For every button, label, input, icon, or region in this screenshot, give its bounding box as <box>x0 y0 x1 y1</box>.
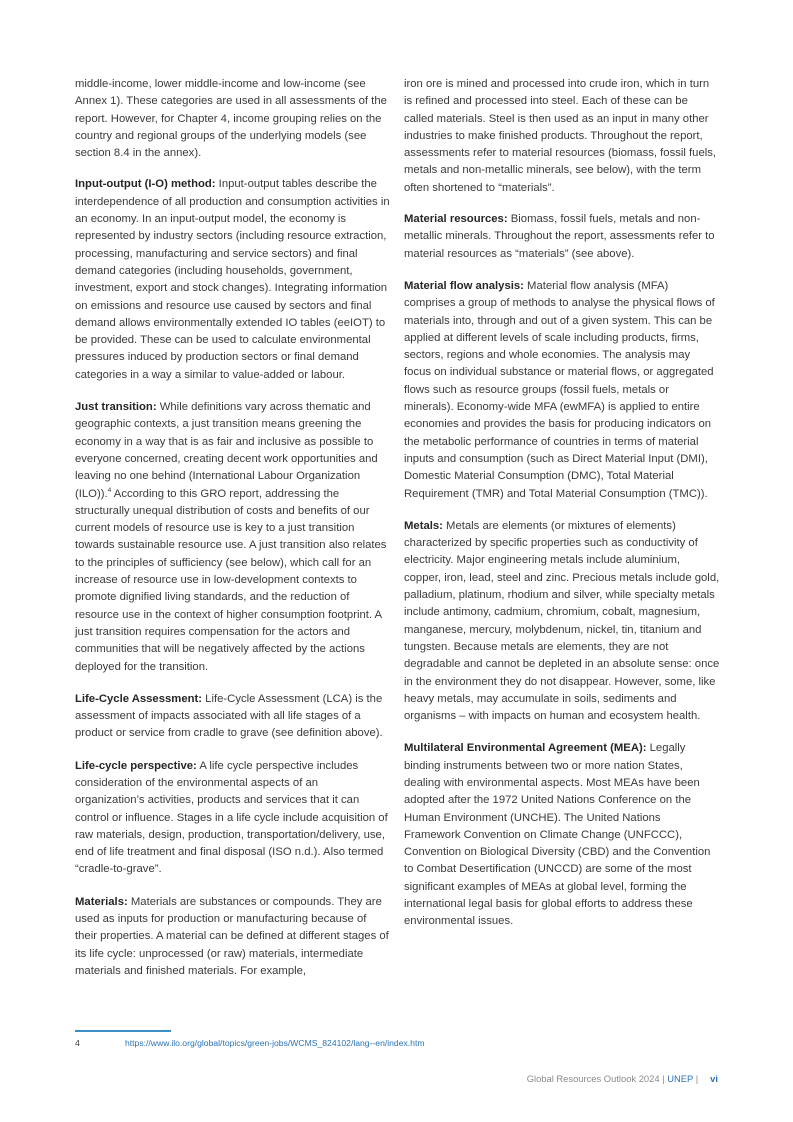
footnote-link[interactable]: https://www.ilo.org/global/topics/green-jobs/WCMS_824102/lang--en/index.htm <box>125 1038 425 1048</box>
definition-material-resources <box>404 211 720 263</box>
term-metals: Metals: <box>404 519 443 532</box>
page-footer <box>527 1073 718 1084</box>
definition-materials <box>75 894 390 980</box>
term-input-output: Input-output (I-O) method: <box>75 178 216 191</box>
paragraph-continued: iron ore is mined and processed into crude iron, which in turn is refined and processed into steel. Each of these can be called materials. Steel is then used as an input in many other industries to make finished products. Throughout the report, assessments refer to material resources (biomass, fossil fuels, metals and non-metallic minerals, see below), with the term often shortened to “materials”. <box>404 78 717 194</box>
definition-text: Metals are elements (or mixtures of elements) characterized by specific properties such as conductivity of electricity. Major engineering metals include aluminium, copper, iron, lead, steel and zinc. Precious metals include gold, palladium, platinum, rhodium and silver, while specialty metals include antimony, cadmium, chromium, cobalt, magnesium, manganese, mercury, molybdenum, nickel, tin, titanium and tungsten. Because metals are elements, they are not degradable and cannot be depleted in an absolute sense: once in the environment they do not disappear. However, some, like heavy metals, may accumulate in soils, sediments and organisms – with impacts on human and ecosystem health. <box>404 519 720 723</box>
footnote <box>75 1038 425 1048</box>
definition-material-flow-analysis <box>404 278 720 503</box>
definition-just-transition <box>75 399 390 676</box>
footnote-ref[interactable]: 4 <box>107 486 112 494</box>
definition-text: Input-output tables describe the interdependence of all production and consumption activities in an economy. In an input-output model, the economy is represented by industry sectors (including resource extraction, processing, manufacturing and service sectors) and final demand categories (including households, government, investment, export and stock changes). Integrating information on emissions and resource use caused by sectors and final demand allows environmentally extended IO tables (eeIOT) to be provided. These can be used to calculate environmental pressures induced by production sectors or final demand categories in a way a similar to value-added or labour. <box>75 178 390 381</box>
term-life-cycle-perspective: Life-cycle perspective: <box>75 759 197 772</box>
definition-text: Biomass, fossil fuels, metals and non-metallic minerals. Throughout the report, assessments refer to material resources as “materials” (see above). <box>404 213 715 260</box>
definition-lca <box>75 691 390 743</box>
term-mea: Multilateral Environmental Agreement (MEA): <box>404 742 647 755</box>
definition-input-output <box>75 176 390 384</box>
term-lca: Life-Cycle Assessment: <box>75 692 203 705</box>
page-number: vi <box>710 1073 718 1084</box>
definition-text: While definitions vary across thematic and geographic contexts, a just transition means greening the economy in a way that is as fair and inclusive as possible to everyone concerned, creating decent work opportunities and leaving no one behind (International Labour Organization (ILO)). <box>75 401 378 500</box>
footer-org: UNEP <box>667 1073 694 1084</box>
definition-text: Materials are substances or compounds. They are used as inputs for production or manufacturing because of their properties. A material can be defined at different stages of its life cycle: unprocessed (or raw) materials, intermediate materials and finished materials. For example, <box>75 895 389 977</box>
paragraph-continued: middle-income, lower middle-income and low-income (see Annex 1). These categories are used in all assessments of the report. However, for Chapter 4, income grouping relies on the country and regional groups of the underlying models (see section 8.4 in the annex). <box>75 78 387 160</box>
footer-separator: | <box>693 1073 699 1084</box>
right-column <box>404 76 720 946</box>
definition-text: A life cycle perspective includes consideration of the environmental aspects of an organization’s activities, products and services that it can control or influence. Stages in a life cycle include acquisition of raw materials, design, production, transportation/delivery, use, end of life treatment and final disposal (ISO n.d.). Also termed “cradle-to-grave”. <box>75 759 388 876</box>
definition-text: Life-Cycle Assessment (LCA) is the assessment of impacts associated with all life stages of a product or service from cradle to grave (see definition above). <box>75 692 383 740</box>
definition-text: According to this GRO report, addressing the structurally unequal distribution of costs and benefits of our current models of resource use is key to a just transition towards sustainable resource use. A just transition also relates to the principles of sufficiency (see below), which call for an increase of resource use in low-development contexts to promote dignified living standards, and the reduction of resource use in the context of higher consumption footprint. A just transition requires compensation for the actors and communities that will be negatively affected by the actions deployed for the transition. <box>75 487 387 673</box>
term-just-transition: Just transition: <box>75 401 157 414</box>
term-materials: Materials: <box>75 895 128 908</box>
footer-title: Global Resources Outlook 2024 | <box>526 1073 668 1084</box>
definition-metals <box>404 518 720 726</box>
definition-mea <box>404 740 720 930</box>
term-material-resources: Material resources: <box>404 213 508 226</box>
footnote-number: 4 <box>75 1038 80 1048</box>
definition-life-cycle-perspective <box>75 758 390 879</box>
definition-text: Material flow analysis (MFA) comprises a group of methods to analyse the physical flows of materials into, through and out of a given system. This can be applied at different levels of scale including products, firms, sectors, regions and whole economies. The analysis may focus on individual substance or material flows, or aggregated flows such as resource groups (fossil fuels, metals or minerals). Economy-wide MFA (ewMFA) is applied to entire economies and provides the basis for producing indicators on the metabolic performance of countries in terms of material inputs and consumption (such as Direct Material Input (DMI), Domestic Material Consumption (DMC), Total Material Requirement (TMR) and Total Material Consumption (TMC)). <box>404 279 715 500</box>
left-column <box>75 76 390 995</box>
definition-text: Legally binding instruments between two or more nation States, dealing with environmental aspects. Most MEAs have been adopted after the 1972 United Nations Conference on the Human Environment (UNCHE). The United Nations Framework Convention on Climate Change (UNFCCC), Convention on Biological Diversity (CBD) and the Convention to Combat Desertification (UNCCD) are some of the most significant examples of MEAs at global level, forming the international legal basis for global efforts to address these environmental issues. <box>404 742 711 928</box>
footnote-divider <box>75 1030 171 1032</box>
term-material-flow-analysis: Material flow analysis: <box>404 279 524 292</box>
